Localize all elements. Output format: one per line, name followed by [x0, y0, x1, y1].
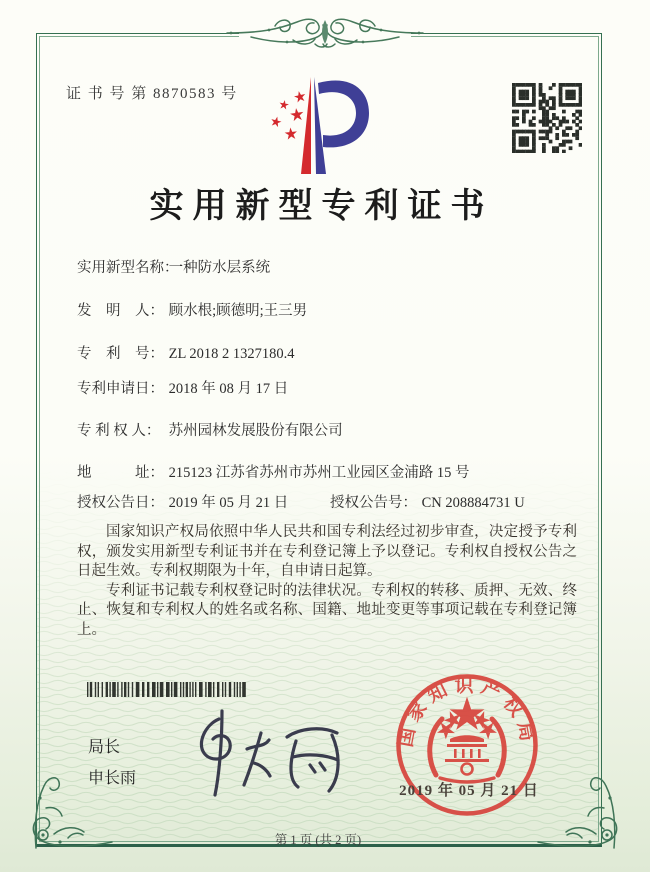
field-label-patentee: 专 利 权 人：	[77, 423, 161, 439]
qr-code-icon	[512, 83, 582, 153]
field-value-patent-number: ZL 2018 2 1327180.4	[168, 346, 295, 362]
legal-paragraph-1: 国家知识产权局依照中华人民共和国专利法经过初步审查，决定授予专利权，颁发实用新型专利证书并在专利登记簿上予以登记。专利权自授权公告之日起生效。专利权期限为十年，自申请日起算。	[77, 524, 577, 579]
field-label-patent-number: 专 利 号：	[77, 346, 164, 362]
field-label-filing-date: 专利申请日：	[77, 381, 164, 397]
field-label-inventor: 发 明 人：	[77, 303, 164, 319]
signoff-block	[88, 732, 136, 794]
field-label-grant-number: 授权公告号：	[330, 495, 417, 511]
field-value-filing-date: 2018 年 08 月 17 日	[168, 381, 289, 397]
signoff-title: 局长	[88, 739, 121, 756]
field-value-inventor: 顾水根;顾德明;王三男	[168, 303, 308, 319]
field-label-name: 实用新型名称：	[77, 260, 179, 276]
certificate-number: 证 书 号 第 8870583 号	[66, 86, 238, 102]
field-value-grant-date: 2019 年 05 月 21 日	[168, 495, 289, 511]
cnipa-patent-logo-icon	[263, 74, 378, 178]
top-scroll-ornament-icon	[217, 6, 433, 58]
legal-paragraph-2: 专利证书记载专利权登记时的法律状况。专利权的转移、质押、无效、终止、恢复和专利权人的姓名或名称、国籍、地址变更等事项记载在专利登记簿上。	[77, 582, 577, 638]
field-row-address	[77, 461, 470, 482]
field-value-name: 一种防水层系统	[168, 260, 271, 276]
field-row-patentee	[77, 419, 343, 440]
signoff-name: 申长雨	[88, 770, 137, 787]
field-value-address: 215123 江苏省苏州市苏州工业园区金浦路 15 号	[168, 465, 470, 481]
field-value-grant-number: CN 208884731 U	[421, 495, 525, 511]
handwritten-signature-icon	[175, 705, 355, 805]
field-row-filing-date	[77, 377, 288, 398]
field-row-grant	[77, 491, 525, 512]
national-emblem	[430, 708, 505, 782]
certificate-title: 实用新型专利证书	[149, 188, 494, 225]
field-row-patent-number	[77, 342, 295, 363]
field-value-patentee: 苏州园林发展股份有限公司	[168, 423, 343, 439]
field-label-address: 地 址：	[77, 465, 164, 481]
legal-text	[77, 523, 577, 640]
barcode-icon	[85, 681, 247, 698]
seal-date: 2019 年 05 月 21 日	[399, 783, 539, 799]
seal-ring-text: 国家知识产权局	[395, 675, 539, 749]
field-row-name	[77, 256, 270, 277]
page-number: 第 1 页 (共 2 页)	[274, 833, 362, 847]
field-label-grant-date: 授权公告日：	[77, 495, 164, 511]
field-row-inventor	[77, 299, 307, 320]
